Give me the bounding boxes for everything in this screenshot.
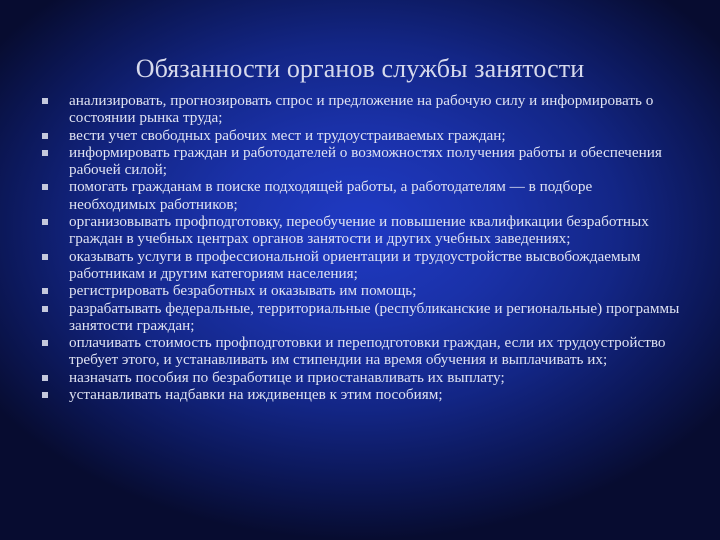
square-bullet-icon xyxy=(42,133,48,139)
list-item-text: оказывать услуги в профессиональной ориентации и трудоустройстве высвобождаемым работникам и другим категориям населения; xyxy=(69,247,641,282)
list-item-text: анализировать, прогнозировать спрос и предложение на рабочую силу и информировать о состоянии рынка труда; xyxy=(69,92,654,127)
list-item xyxy=(40,144,680,179)
square-bullet-icon xyxy=(42,375,48,381)
square-bullet-icon xyxy=(42,340,48,346)
list-item-text: оплачивать стоимость профподготовки и переподготовки граждан, если их трудоустройство требует этого, и устанавливать им стипендии на время обучения и выплачивать их; xyxy=(69,334,666,369)
square-bullet-icon xyxy=(42,150,48,156)
list-item-text: назначать пособия по безработице и приостанавливать их выплату; xyxy=(69,368,505,386)
list-item xyxy=(40,334,680,369)
bullet-list xyxy=(40,92,680,403)
list-item-text: разрабатывать федеральные, территориальные (республиканские и региональные) программы занятости граждан; xyxy=(69,299,680,334)
list-item xyxy=(40,92,680,127)
list-item xyxy=(40,369,680,386)
square-bullet-icon xyxy=(42,219,48,225)
list-item xyxy=(40,178,680,213)
list-item xyxy=(40,213,680,248)
list-item-text: информировать граждан и работодателей о возможностях получения работы и обеспечения рабочей силой; xyxy=(69,143,662,179)
list-item xyxy=(40,300,680,335)
slide-title: Обязанности органов службы занятости xyxy=(135,54,585,83)
list-item-text: регистрировать безработных и оказывать им помощь; xyxy=(69,282,417,300)
list-item xyxy=(40,127,680,144)
list-item-text: организовывать профподготовку, переобучение и повышение квалификации безработных граждан в учебных центрах органов занятости и других учебных заведениях; xyxy=(69,213,649,248)
square-bullet-icon xyxy=(42,306,48,312)
square-bullet-icon xyxy=(42,254,48,260)
list-item xyxy=(40,386,680,403)
list-item-text: помогать гражданам в поиске подходящей работы, а работодателям — в подборе необходимых работников; xyxy=(69,178,593,213)
list-item xyxy=(40,282,680,299)
square-bullet-icon xyxy=(42,98,48,104)
square-bullet-icon xyxy=(42,392,48,398)
list-item xyxy=(40,248,680,283)
square-bullet-icon xyxy=(42,184,48,190)
list-item-text: устанавливать надбавки на иждивенцев к этим пособиям; xyxy=(69,386,443,404)
square-bullet-icon xyxy=(42,288,48,294)
list-item-text: вести учет свободных рабочих мест и трудоустраиваемых граждан; xyxy=(69,126,506,144)
